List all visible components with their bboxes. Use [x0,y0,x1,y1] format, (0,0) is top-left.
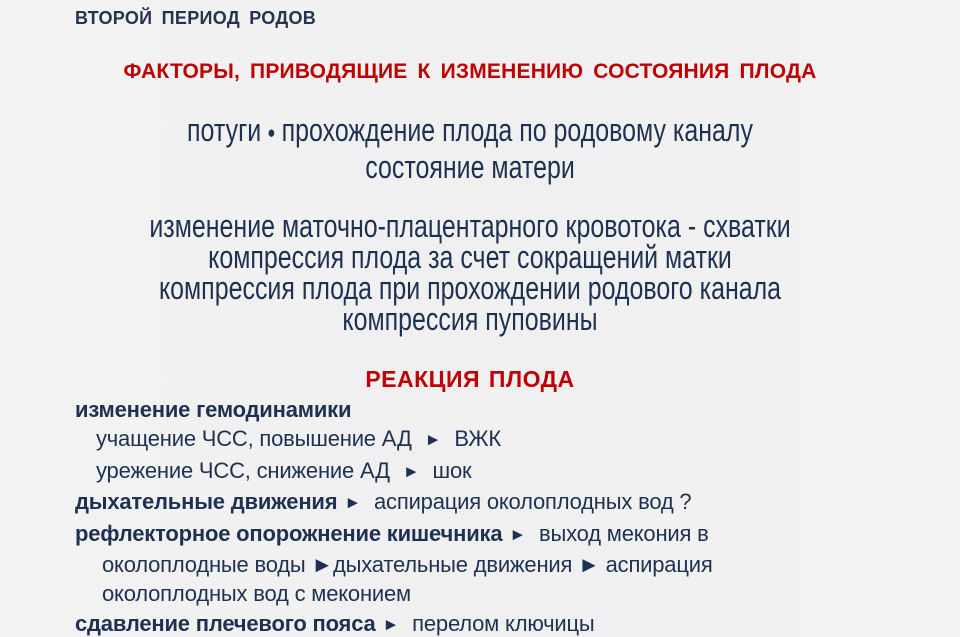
reaction-term: сдавление плечевого пояса [75,610,376,636]
mechanism-line: компрессия пуповины [342,301,598,337]
reaction-list [75,395,935,637]
reaction-outcome: перелом ключицы [412,610,595,636]
arrow-right-icon: ► [382,614,400,634]
reaction-row-hemodynamics [75,395,935,424]
reaction-continuation: околоплодные воды ►дыхательные движения ► аспирация [102,552,713,578]
arrow-right-icon: ► [424,430,442,450]
reaction-row-meconium-waters [75,550,935,579]
reaction-cause: урежение ЧСС, снижение АД [96,457,390,483]
reaction-row-breathing [75,487,935,518]
reaction-term: дыхательные движения [75,489,338,515]
mechanism-line: компрессия плода за счет сокращений матки [208,239,732,275]
slide-title: ВТОРОЙ ПЕРИОД РОДОВ [75,8,317,28]
primary-factors-line-1 [103,113,836,150]
factor-passage: прохождение плода по родовому каналу [281,112,753,148]
reaction-outcome: ВЖК [454,426,502,452]
primary-factors-line-2: состояние матери [365,149,575,185]
reaction-row-tachycardia [75,424,935,455]
arrow-right-icon: ► [509,524,527,544]
factors-heading: ФАКТОРЫ, ПРИВОДЯЩИЕ К ИЗМЕНЕНИЮ СОСТОЯНИЯ ПЛОДА [123,60,817,83]
reaction-outcome: аспирация околоплодных вод ? [374,489,692,515]
reaction-continuation: околоплодных вод с меконием [102,581,411,607]
arrow-right-icon: ► [344,493,362,513]
reaction-outcome: шок [432,457,472,483]
reaction-term: рефлекторное опорожнение кишечника [75,520,503,546]
reaction-term: изменение гемодинамики [75,397,352,422]
reaction-row-meconium-aspiration [75,579,935,608]
mechanism-line: изменение маточно-плацентарного кровотока - схватки [149,208,791,244]
bullet-icon: ● [267,123,276,142]
primary-factors-block [103,113,836,184]
reaction-heading: РЕАКЦИЯ ПЛОДА [365,366,575,392]
factor-pushing: потуги [187,112,262,148]
reaction-row-bradycardia [75,456,935,487]
arrow-right-icon: ► [402,461,420,481]
reaction-row-shoulder [75,609,935,637]
reaction-outcome: выход мекония в [539,520,709,546]
reaction-cause: учащение ЧСС, повышение АД [96,426,412,452]
reaction-row-bowel [75,519,935,550]
mechanism-line: компрессия плода при прохождении родового канала [158,270,782,306]
mechanisms-block [103,208,836,337]
